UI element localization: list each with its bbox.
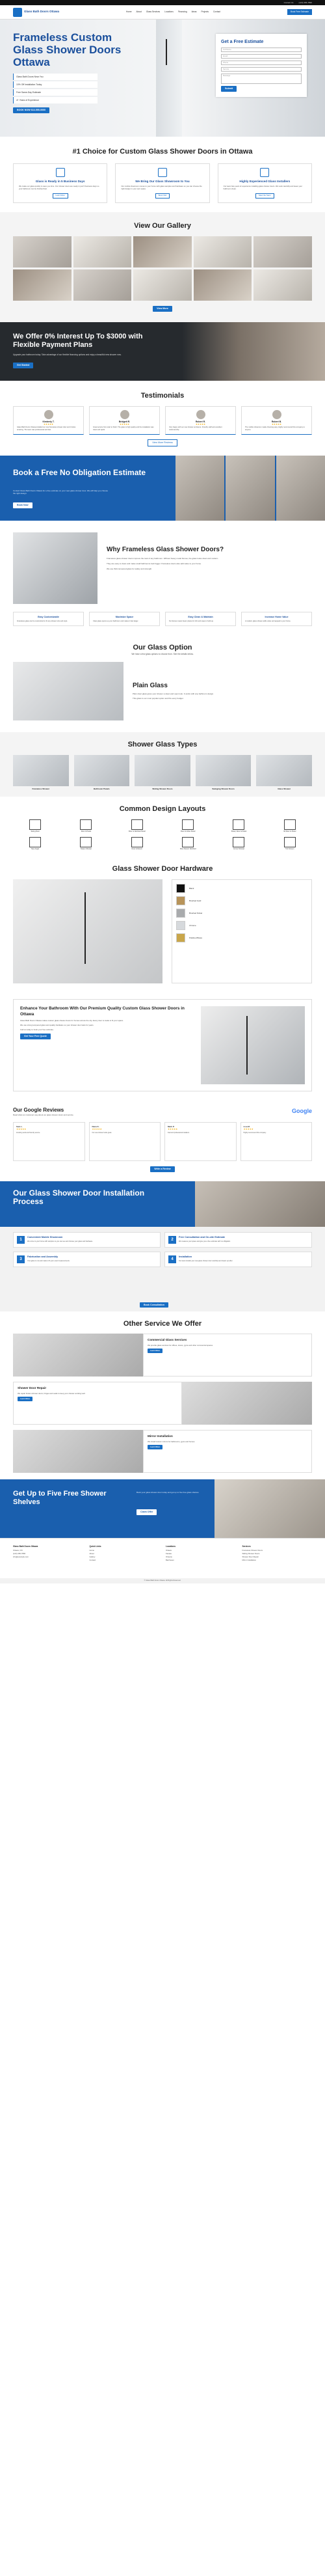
layout-diagram-icon <box>284 819 296 830</box>
layout-diagram-icon <box>284 837 296 847</box>
enhance-section <box>0 993 325 1101</box>
topbar-contact[interactable]: Contact Us <box>283 1 294 4</box>
footer-link[interactable]: Ottawa <box>166 1548 172 1552</box>
gallery-image[interactable] <box>254 236 312 267</box>
reviewer-name: Sam L. <box>16 1125 23 1128</box>
finish-label: Polished Brass <box>189 936 203 939</box>
clock-icon <box>56 168 65 177</box>
service-field[interactable]: Service <box>221 67 302 72</box>
shelves-title: Get Up to Five Free Shower Shelves <box>13 1490 107 1507</box>
layout-item <box>216 819 261 833</box>
footer-link[interactable]: Orleans <box>166 1555 172 1559</box>
hero-list-item: 10% Off Installation Today <box>13 81 98 88</box>
glass-type-item[interactable] <box>135 755 190 790</box>
layout-label: Door & Inline Panel <box>180 830 196 833</box>
footer-col-title: Locations <box>166 1545 176 1548</box>
frameless-text: Frameless glass shower doors improve the look of any bathroom. Without heavy metal frames, the glass looks clean and modern. <box>107 557 219 560</box>
review-card <box>13 1122 85 1161</box>
gallery-image[interactable] <box>133 236 192 267</box>
reviewer-name: Kimberly T. <box>42 420 55 423</box>
frameless-image <box>13 532 98 604</box>
finish-label: Chrome <box>189 924 196 927</box>
layout-item <box>268 837 312 851</box>
gallery-section <box>0 212 325 322</box>
main-nav <box>0 5 325 20</box>
reviewer-name: Lisa M. <box>243 1125 250 1128</box>
benefit-text: A modern glass shower adds value and appeal to your home. <box>245 620 291 622</box>
nav-projects[interactable]: Projects <box>201 10 209 14</box>
install-section <box>0 1181 325 1311</box>
book-title: Book a Free No Obligation Estimate <box>13 467 146 477</box>
book-text: Contact Glass Bath Doors Ottawa for a free estimate on your new glass shower door. We will help you choose the right design. <box>13 489 109 495</box>
footer-link[interactable]: Sliding Shower Doors <box>242 1552 260 1555</box>
shelves-button[interactable]: Claim Offer <box>136 1509 157 1515</box>
nav-contact[interactable]: Contact <box>213 10 220 14</box>
finance-title: We Offer 0% Interest Up To $3000 with Flexible Payment Plans <box>13 333 143 349</box>
service-text: We provide glass services for offices, stores, gyms and other commercial spaces. <box>148 1343 213 1347</box>
google-reviews-section <box>0 1101 325 1181</box>
benefit-text: Frameless glass can be customized to fit any shower size and style. <box>17 620 68 622</box>
service-row <box>13 1382 312 1425</box>
shelves-section <box>0 1479 325 1538</box>
step-number: 3 <box>17 1255 25 1263</box>
swatch-black <box>176 884 185 893</box>
step-text: We come to your home with samples so you can see and choose your glass and hardware. <box>27 1240 93 1242</box>
hardware-image <box>13 879 162 983</box>
process-step <box>164 1232 312 1248</box>
feature-button[interactable]: Book Visit <box>155 193 170 199</box>
star-rating: ★★★★★ <box>16 1127 27 1130</box>
copyright: © Glass Bath Doors Ottawa. All Rights Reserved. <box>0 1578 325 1583</box>
glass-type-label: Frameless Shower <box>32 788 50 791</box>
layout-diagram-icon <box>182 837 194 847</box>
estimate-form <box>216 34 307 97</box>
more-reviews-button[interactable]: View More Reviews <box>148 439 177 446</box>
step-text: Your glass is cut and made to fit your exact measurements. <box>27 1259 70 1262</box>
plain-glass-image <box>13 662 124 720</box>
finish-option[interactable] <box>176 884 307 893</box>
layout-item <box>115 819 159 833</box>
gallery-image[interactable] <box>254 269 312 301</box>
testimonial-card <box>165 406 236 435</box>
swatch-gold <box>176 896 185 905</box>
logo-text: Glass Bath Doors Ottawa <box>24 10 60 14</box>
reviews-title: Our Google Reviews <box>13 1106 64 1113</box>
review-text: Highly recommend this company. <box>243 1132 266 1134</box>
process-step <box>164 1252 312 1267</box>
hardware-title: Glass Shower Door Hardware <box>112 865 213 873</box>
glass-option-section <box>0 634 325 732</box>
google-logo: Google <box>292 1107 312 1114</box>
enhance-text: Call us today to book your free estimate. <box>20 1028 54 1032</box>
nav-links <box>126 10 220 13</box>
logo-icon <box>13 8 22 17</box>
footer-column <box>166 1545 236 1563</box>
step-number: 4 <box>168 1255 176 1263</box>
install-image <box>195 1181 325 1227</box>
swatch-chrome <box>176 921 185 930</box>
feature-title: Highly Experienced Glass Installers <box>239 179 291 183</box>
star-rating: ★★★★★ <box>168 1127 178 1130</box>
reviewer-name: Bridgett R. <box>118 420 131 423</box>
service-text: We install custom mirrors for bathrooms, gyms and homes. <box>148 1440 196 1443</box>
footer-col-title: Quick Links <box>89 1545 101 1548</box>
shelves-image <box>214 1479 325 1538</box>
finance-section <box>0 322 325 381</box>
plain-glass-title: Plain Glass <box>133 681 168 689</box>
review-card <box>240 1122 313 1161</box>
finance-text: Upgrade your bathroom today. Take advantage of our flexible financing options and enjoy a beautiful new shower now. <box>13 353 122 357</box>
review-text: Glass Bath Doors Ottawa installed our new frameless shower door and it looks amazing. The team was professional and fast. <box>17 426 76 431</box>
layout-diagram-icon <box>131 819 143 830</box>
benefit-card <box>165 612 236 626</box>
nav-about[interactable]: About <box>136 10 142 14</box>
form-title: Get a Free Estimate <box>221 40 264 44</box>
review-card <box>164 1122 237 1161</box>
finish-option[interactable] <box>176 896 307 905</box>
layout-label: Swing Door <box>31 830 40 833</box>
enhance-text: We use strong tempered glass and quality hardware so your shower door lasts for years. <box>20 1024 94 1027</box>
glass-type-item[interactable] <box>13 755 69 790</box>
layout-diagram-icon <box>29 837 41 847</box>
layout-item <box>216 837 261 851</box>
footer-link[interactable]: Frameless Shower Doors <box>242 1548 263 1552</box>
gallery-image[interactable] <box>13 236 72 267</box>
avatar <box>196 410 205 419</box>
layout-label: Tub Screen <box>285 847 294 850</box>
reviewer-name: Robert B. <box>271 420 282 423</box>
avatar <box>272 410 281 419</box>
layout-label: Door & Notched Panel <box>128 830 146 833</box>
process-step <box>13 1232 161 1248</box>
nav-financing[interactable]: Financing <box>177 10 187 14</box>
finish-option[interactable] <box>176 933 307 942</box>
service-button[interactable]: Learn More <box>148 1445 162 1449</box>
topbar-phone[interactable]: (123) 456-7890 <box>298 1 312 4</box>
gallery-image[interactable] <box>13 269 72 301</box>
hero-title: Frameless Custom Glass Shower Doors Ottawa <box>13 31 122 69</box>
enhance-button[interactable]: Get Your Free Quote <box>20 1034 51 1039</box>
layout-diagram-icon <box>233 819 244 830</box>
gallery-image[interactable] <box>73 269 132 301</box>
hardware-finishes <box>172 879 312 983</box>
star-rating: ★★★★★ <box>195 423 206 426</box>
frameless-section <box>0 521 325 634</box>
nav-home[interactable]: Home <box>126 10 132 14</box>
service-button[interactable]: Learn More <box>18 1397 32 1401</box>
glass-types-section <box>0 732 325 797</box>
hero-list-item: Free Same-Day Estimate <box>13 89 98 96</box>
glass-type-label: Sliding Shower Doors <box>152 788 173 791</box>
layout-label: Corner Shower <box>233 847 245 850</box>
book-images <box>176 456 325 521</box>
service-text: We repair broken shower doors, hinges and seals to keep your shower working well. <box>18 1391 86 1395</box>
layout-item <box>166 837 210 851</box>
message-field[interactable]: Message <box>221 74 302 84</box>
star-rating: ★★★★★ <box>43 423 54 426</box>
form-submit-button[interactable]: Submit <box>221 86 237 92</box>
feature-button[interactable]: Learn More <box>53 193 68 199</box>
glass-type-label: Bathroom Panels <box>94 788 110 791</box>
nav-glass-services[interactable]: Glass Services <box>146 10 161 14</box>
glass-type-item[interactable] <box>256 755 312 790</box>
finish-option[interactable] <box>176 909 307 918</box>
service-row <box>13 1430 312 1473</box>
benefit-title: Easy Clean & Maintain <box>188 615 213 618</box>
star-rating: ★★★★★ <box>243 1127 254 1130</box>
benefit-text: Clear glass opens up your bathroom and makes it feel larger. <box>93 620 139 622</box>
review-card <box>89 1122 161 1161</box>
glass-types-title: Shower Glass Types <box>127 741 198 749</box>
showroom-icon <box>158 168 167 177</box>
enhance-image <box>201 1006 305 1084</box>
layout-item <box>166 819 210 833</box>
avatar <box>44 410 53 419</box>
glass-type-label: Swinging Shower Doors <box>212 788 235 791</box>
feature-text: We make our glass quickly to save you time. Our shower doors are ready in just 5 business days so your bathroom can be finished fast. <box>19 185 99 190</box>
footer-link[interactable]: info@example.com <box>13 1555 29 1559</box>
reviewer-name: Mark P. <box>168 1125 175 1128</box>
hero-list-item: Glass Bath Doors Near You <box>13 74 98 80</box>
avatar <box>120 410 129 419</box>
footer-column <box>13 1545 83 1563</box>
layout-item <box>115 837 159 851</box>
email-field[interactable]: Email <box>221 54 302 59</box>
layout-item <box>13 819 57 833</box>
layout-item <box>64 837 108 851</box>
feature-title: We Bring Our Glass Showroom to You <box>135 179 190 183</box>
feature-text: Our mobile showroom comes to your home with glass samples and hardware so you can choose the right design in your own space. <box>121 185 202 190</box>
book-button[interactable]: Book Now <box>13 502 32 508</box>
footer-link[interactable]: Kanata <box>166 1552 172 1555</box>
feature-button[interactable]: Meet the Team <box>255 193 274 199</box>
layout-label: Steam Shower <box>80 847 92 850</box>
service-image <box>182 1382 312 1425</box>
review-text: Very happy with our new shower enclosure. Friendly staff and excellent workmanship. <box>169 426 222 431</box>
step-number: 1 <box>17 1236 25 1244</box>
finish-label: Brushed Gold <box>189 899 202 902</box>
footer-link[interactable]: Mirror Installation <box>242 1559 256 1562</box>
logo[interactable] <box>13 8 59 17</box>
feature-card <box>218 163 312 203</box>
layout-diagram-icon <box>80 819 92 830</box>
other-services-section <box>0 1311 325 1480</box>
glass-type-item[interactable] <box>196 755 252 790</box>
review-text: Our new shower looks great. <box>92 1132 112 1134</box>
benefit-title: Easy Customizable <box>38 615 59 618</box>
step-title: Free Consultation and On-site Estimate <box>179 1235 226 1239</box>
layout-label: 90 Door & Panel <box>283 830 296 833</box>
hero <box>0 20 325 137</box>
enhance-title: Enhance Your Bathroom With Our Premium Quality Custom Glass Shower Doors in Ottawa <box>20 1006 185 1017</box>
layout-label: Neo Angle <box>31 847 40 850</box>
finish-option[interactable] <box>176 921 307 930</box>
top-bar <box>0 0 325 5</box>
service-button[interactable]: Learn More <box>148 1349 162 1353</box>
installer-icon <box>260 168 269 177</box>
step-number: 2 <box>168 1236 176 1244</box>
glass-option-title: Our Glass Option <box>133 644 192 652</box>
benefit-title: Increase Home Value <box>265 615 289 618</box>
enhance-text: Glass Bath Doors Ottawa makes custom glass shower doors for homes across the city. Every door is made to fit your space. <box>20 1019 124 1022</box>
book-section <box>0 456 325 521</box>
glass-option-sub: We have a few glass options to choose from. See the details below. <box>131 653 194 656</box>
phone-field[interactable]: Phone <box>221 61 302 65</box>
layout-item <box>64 819 108 833</box>
review-text: Fast and professional installers. <box>168 1132 190 1134</box>
footer-link[interactable]: Ottawa, ON <box>13 1548 23 1552</box>
layout-label: Door & Panel <box>81 830 92 833</box>
footer-column <box>90 1545 160 1563</box>
feature-title: Glass is Ready in 5 Business Days <box>35 179 85 183</box>
nav-locations[interactable]: Locations <box>164 10 174 14</box>
layout-diagram-icon <box>29 819 41 830</box>
footer-col-title: Services <box>242 1545 251 1548</box>
finance-image <box>182 322 325 381</box>
layout-diagram-icon <box>233 837 244 847</box>
review-text: Amazing work and friendly service. <box>16 1132 40 1134</box>
testimonials-section <box>0 381 325 456</box>
reviewer-name: Robert R. <box>195 420 206 423</box>
benefit-card <box>13 612 84 626</box>
process-step <box>13 1252 161 1267</box>
other-services-title: Other Service We Offer <box>123 1319 202 1328</box>
star-rating: ★★★★★ <box>119 423 130 426</box>
benefit-card <box>241 612 312 626</box>
finish-label: Brushed Nickel <box>189 911 203 914</box>
finance-button[interactable]: Get Started <box>13 363 33 368</box>
footer-link[interactable]: Gallery <box>89 1555 96 1559</box>
review-text: Great service from start to finish. The glass is high quality and the installation was clean and quick. <box>93 426 154 431</box>
install-button[interactable]: Book Consultation <box>140 1302 168 1308</box>
hardware-section <box>0 856 325 993</box>
frameless-text: We use thick tempered glass for safety and strength. <box>107 568 152 571</box>
frameless-title: Why Frameless Glass Shower Doors? <box>107 545 224 553</box>
step-title: Convenient Mobile Showroom <box>27 1235 63 1239</box>
swatch-brass <box>176 933 185 942</box>
step-text: Our team installs your new glass shower door carefully and cleans up after. <box>179 1259 233 1262</box>
footer-link[interactable]: About <box>89 1552 94 1555</box>
testimonial-card <box>241 406 312 435</box>
footer-link[interactable]: Shower Door Repair <box>242 1555 259 1559</box>
layout-label: Panel, Door & Panel <box>231 830 247 833</box>
star-rating: ★★★★★ <box>271 423 282 426</box>
reviewer-name: Dana K. <box>92 1125 99 1128</box>
service-title: Mirror Installation <box>148 1434 173 1438</box>
feature-text: Our team has years of experience installing glass shower doors. We work carefully and leave your bathroom clean. <box>223 185 303 190</box>
layout-diagram-icon <box>182 819 194 830</box>
hero-shower-image <box>156 20 182 137</box>
footer-link[interactable]: Contact <box>89 1559 96 1562</box>
hero-list-item: 4+ Years of Experience <box>13 97 98 103</box>
layout-diagram-icon <box>131 837 143 847</box>
testimonial-card <box>13 406 84 435</box>
step-title: Installation <box>179 1255 192 1258</box>
footer-link[interactable]: (123) 456-7890 <box>13 1552 26 1555</box>
benefit-title: Maximize Space <box>115 615 134 618</box>
glass-type-item[interactable] <box>74 755 130 790</box>
gallery-image[interactable] <box>194 236 252 267</box>
gallery-image[interactable] <box>73 236 132 267</box>
swatch-nickel <box>176 909 185 918</box>
service-row <box>13 1334 312 1377</box>
install-title: Our Glass Shower Door Installation Process <box>13 1188 145 1207</box>
finish-label: Black <box>189 886 194 890</box>
layout-diagram-icon <box>80 837 92 847</box>
choose-title: #1 Choice for Custom Glass Shower Doors in Ottawa <box>72 148 253 156</box>
nav-cta-button[interactable]: Book Free Estimate <box>287 9 312 14</box>
service-title: Shower Door Repair <box>18 1386 47 1390</box>
name-field[interactable]: Full Name <box>221 48 302 52</box>
service-title: Commercial Glass Services <box>148 1338 187 1342</box>
hero-cta-button[interactable]: BOOK NOW 613-555-0000 <box>13 107 49 113</box>
step-text: We measure your space and give you a free estimate with no obligation. <box>179 1240 231 1242</box>
frameless-text: They are easy to clean and make small bathrooms look bigger. Frameless doors also add value to your home. <box>107 562 202 566</box>
gallery-more-button[interactable]: View More <box>153 306 172 312</box>
layout-item <box>13 837 57 851</box>
choose-section <box>0 137 325 212</box>
glass-type-label: Glass Shower <box>278 788 291 791</box>
shelves-text: Book your glass shower door today and get up to five free glass shelves. <box>136 1491 200 1494</box>
benefit-card <box>89 612 160 626</box>
plain-glass-text: Plain clear glass gives your shower a clean and open look. It works with any bathroom design. <box>133 692 214 696</box>
gallery-image[interactable] <box>194 269 252 301</box>
footer <box>0 1538 325 1583</box>
layouts-section <box>0 797 325 856</box>
feature-card <box>13 163 107 203</box>
gallery-title: View Our Gallery <box>134 222 191 230</box>
footer-col-title: Glass Bath Doors Ottawa <box>13 1545 38 1548</box>
footer-link[interactable]: Home <box>89 1548 94 1552</box>
nav-ideas[interactable]: Ideas <box>191 10 197 14</box>
layouts-title: Common Design Layouts <box>119 805 206 814</box>
write-review-button[interactable]: Write a Review <box>150 1166 174 1172</box>
testimonials-title: Testimonials <box>140 392 185 400</box>
feature-card <box>115 163 209 203</box>
step-title: Fabrication and Assembly <box>27 1255 58 1258</box>
layout-label: Door & Return <box>131 847 143 850</box>
review-text: The mobile showroom made choosing easy. Highly recommend this company to anyone. <box>245 426 305 431</box>
star-rating: ★★★★★ <box>92 1127 102 1130</box>
footer-column <box>242 1545 313 1563</box>
testimonial-card <box>89 406 160 435</box>
plain-glass-text: This glass is our most popular option and fits every budget. <box>133 697 184 700</box>
hero-list <box>13 74 143 103</box>
footer-link[interactable]: Barrhaven <box>166 1559 174 1562</box>
reviews-text: Read what our customers say about our glass shower doors and service. <box>13 1113 74 1116</box>
benefit-text: No frames means fewer places for dirt and soap to build up. <box>169 620 214 622</box>
layout-label: Door Return Notched <box>179 847 196 850</box>
service-image <box>13 1430 143 1473</box>
service-image <box>13 1334 143 1377</box>
layout-item <box>268 819 312 833</box>
gallery-image[interactable] <box>133 269 192 301</box>
